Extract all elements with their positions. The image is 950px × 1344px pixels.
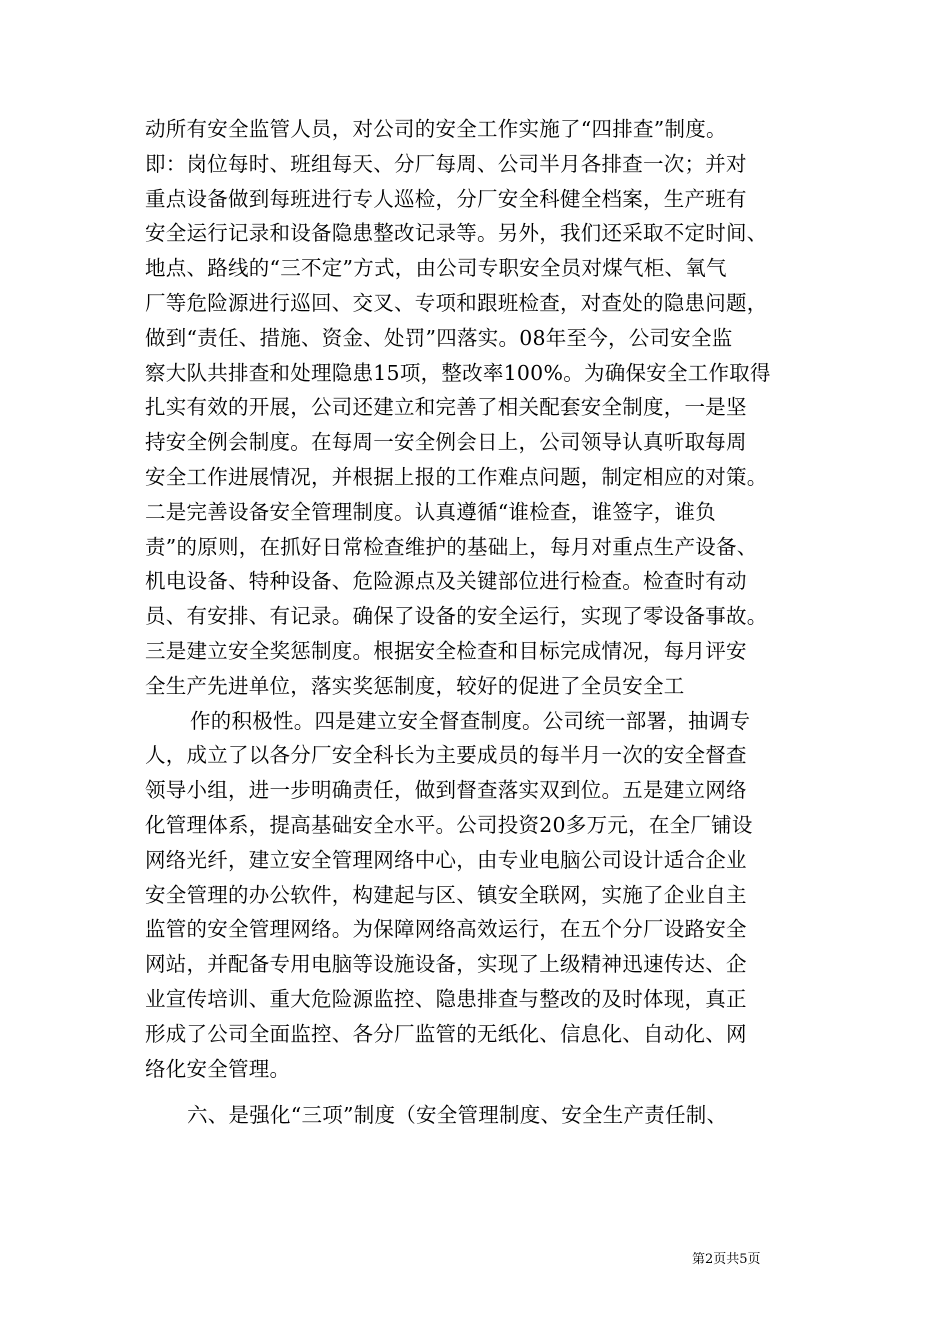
text-line: 安全运行记录和设备隐患整改记录等。另外，我们还采取不定时间、 [145, 221, 768, 246]
text-line: 安全工作进展情况，并根据上报的工作难点问题，制定相应的对策。 [145, 464, 768, 489]
text-line: 扎实有效的开展，公司还建立和完善了相关配套安全制度，一是坚 [145, 395, 747, 420]
text-line: 络化安全管理。 [145, 1056, 291, 1081]
text-line: 网站，并配备专用电脑等设施设备，实现了上级精神迅速传达、企 [145, 952, 747, 977]
text-line: 重点设备做到每班进行专人巡检，分厂安全科健全档案，生产班有 [145, 186, 747, 211]
text-line: 地点、路线的“三不定”方式，由公司专职安全员对煤气柜、氧气 [145, 256, 727, 281]
text-line: 员、有安排、有记录。确保了设备的安全运行，实现了零设备事故。 [145, 604, 768, 629]
text-line: 即：岗位每时、班组每天、分厂每周、公司半月各排查一次；并对 [145, 151, 747, 176]
text-line: 二是完善设备安全管理制度。认真遵循“谁检查，谁签字，谁负 [145, 499, 716, 524]
text-line: 厂等危险源进行巡回、交叉、专项和跟班检查，对查处的隐患问题， [145, 290, 768, 315]
text-line: 责”的原则，在抓好日常检查维护的基础上，每月对重点生产设备、 [145, 534, 758, 559]
text-line: 形成了公司全面监控、各分厂监管的无纸化、信息化、自动化、网 [145, 1021, 747, 1046]
text-line: 察大队共排查和处理隐患15项，整改率100%。为确保安全工作取得 [145, 360, 771, 385]
text-line: 机电设备、特种设备、危险源点及关键部位进行检查。检查时有动 [145, 569, 747, 594]
text-line: 动所有安全监管人员，对公司的安全工作实施了“四排查”制度。 [145, 117, 727, 141]
text-line: 持安全例会制度。在每周一安全例会日上，公司领导认真听取每周 [145, 430, 747, 455]
text-line: 三是建立安全奖惩制度。根据安全检查和目标完成情况，每月评安 [145, 638, 747, 663]
text-line: 做到“责任、措施、资金、处罚”四落实。08年至今，公司安全监 [145, 325, 733, 350]
text-line: 安全管理的办公软件，构建起与区、镇安全联网，实施了企业自主 [145, 882, 747, 907]
text-line: 领导小组，进一步明确责任，做到督查落实双到位。五是建立网络 [145, 778, 747, 803]
text-line: 作的积极性。四是建立安全督查制度。公司统一部署，抽调专 [190, 708, 751, 733]
text-line: 化管理体系，提高基础安全水平。公司投资20多万元，在全厂铺设 [145, 812, 753, 837]
text-line: 网络光纤，建立安全管理网络中心，由专业电脑公司设计适合企业 [145, 847, 747, 872]
text-line: 监管的安全管理网络。为保障网络高效运行，在五个分厂设路安全 [145, 917, 747, 942]
page-number: 第2页共5页 [692, 1252, 761, 1267]
body-text [145, 112, 825, 1133]
text-line: 业宣传培训、重大危险源监控、隐患排查与整改的及时体现，真正 [145, 986, 747, 1011]
text-line: 全生产先进单位，落实奖惩制度，较好的促进了全员安全工 [145, 673, 685, 698]
text-line: 人，成立了以各分厂安全科长为主要成员的每半月一次的安全督查 [145, 743, 747, 768]
section-heading-line: 六、是强化“三项”制度（安全管理制度、安全生产责任制、 [187, 1103, 728, 1128]
